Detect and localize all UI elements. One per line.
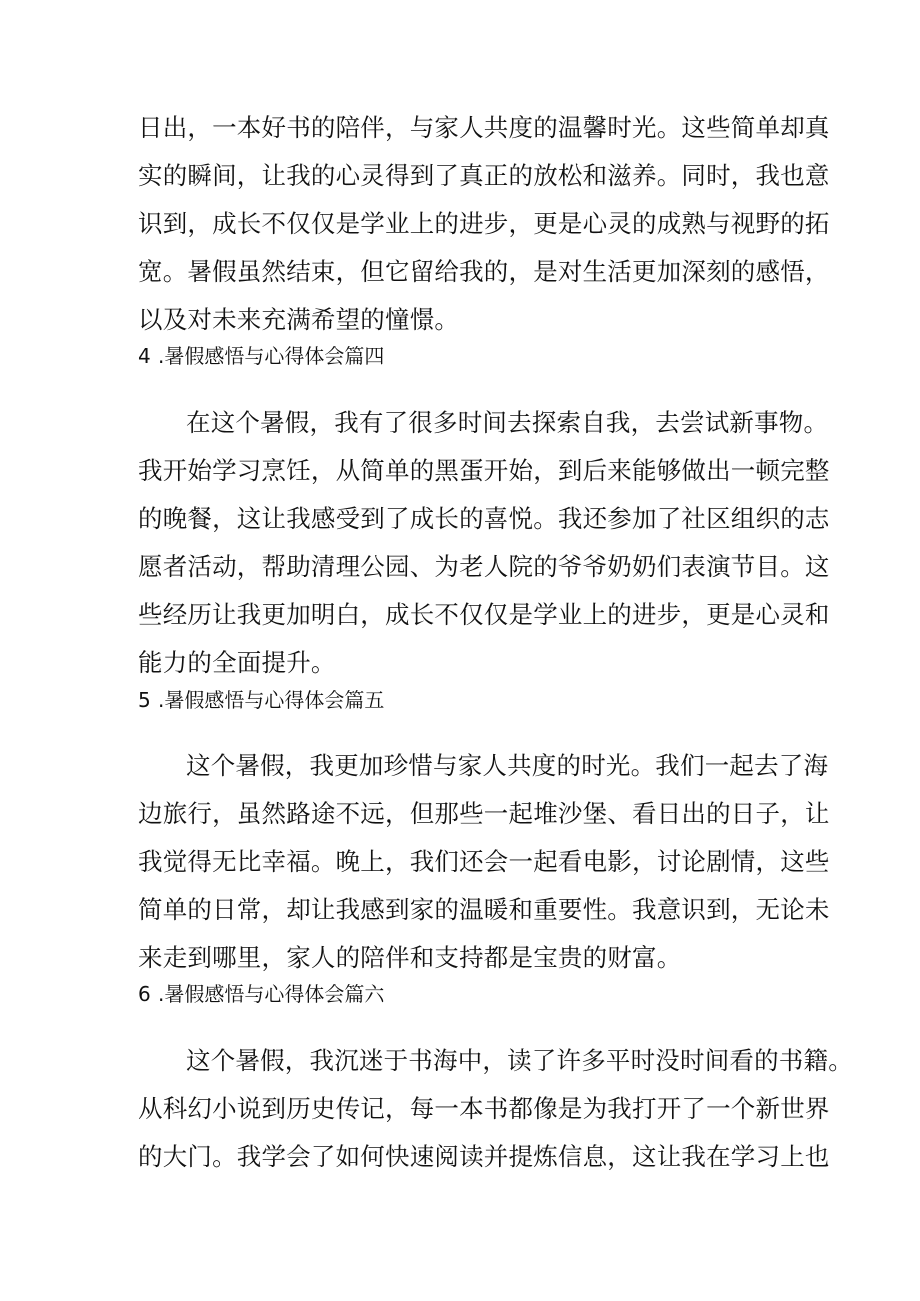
paragraph-line: 些经历让我更加明白，成长不仅仅是学业上的进步，更是心灵和: [138, 600, 830, 629]
paragraph-line: 这个暑假，我更加珍惜与家人共度的时光。我们一起去了海: [186, 751, 829, 780]
paragraph-line: 能力的全面提升。: [138, 648, 336, 677]
section-number: 5: [138, 688, 151, 712]
paragraph-line: 边旅行，虽然路途不远，但那些一起堆沙堡、看日出的日子，让: [138, 799, 830, 828]
section-heading: [138, 980, 384, 1008]
paragraph-line: 简单的日常，却让我感到家的温暖和重要性。我意识到，无论未: [138, 895, 830, 924]
paragraph-line: 愿者活动，帮助清理公园、为老人院的爷爷奶奶们表演节目。这: [138, 552, 830, 581]
paragraph-line: 我觉得无比幸福。晚上，我们还会一起看电影，讨论剧情，这些: [138, 847, 830, 876]
paragraph-line: 这个暑假，我沉迷于书海中，读了许多平时没时间看的书籍。: [186, 1046, 853, 1075]
paragraph-line: 从科幻小说到历史传记，每一本书都像是为我打开了一个新世界: [138, 1094, 830, 1123]
section-number: 6: [138, 982, 151, 1006]
section-title: .暑假感悟与心得体会篇六: [158, 982, 385, 1006]
paragraph-line: 我开始学习烹饪，从简单的黑蛋开始，到后来能够做出一顿完整: [138, 456, 830, 485]
paragraph-line: 日出，一本好书的陪伴，与家人共度的温馨时光。这些简单却真: [138, 113, 830, 142]
paragraph-line: 实的瞬间，让我的心灵得到了真正的放松和滋养。同时，我也意: [138, 161, 830, 190]
paragraph-line: 来走到哪里，家人的陪伴和支持都是宝贵的财富。: [138, 943, 682, 972]
paragraph-line: 的大门。我学会了如何快速阅读并提炼信息，这让我在学习上也: [138, 1142, 830, 1171]
section-heading: [138, 342, 384, 370]
section-number: 4: [138, 344, 151, 368]
section-heading: [138, 686, 384, 714]
paragraph-line: 宽。暑假虽然结束，但它留给我的，是对生活更加深刻的感悟，: [138, 257, 830, 286]
paragraph-line: 以及对未来充满希望的憧憬。: [138, 305, 460, 334]
section-title: .暑假感悟与心得体会篇四: [158, 344, 385, 368]
paragraph-line: 的晚餐，这让我感受到了成长的喜悦。我还参加了社区组织的志: [138, 504, 830, 533]
paragraph-line: 在这个暑假，我有了很多时间去探索自我，去尝试新事物。: [186, 408, 829, 437]
section-title: .暑假感悟与心得体会篇五: [158, 688, 385, 712]
paragraph-line: 识到，成长不仅仅是学业上的进步，更是心灵的成熟与视野的拓: [138, 209, 830, 238]
